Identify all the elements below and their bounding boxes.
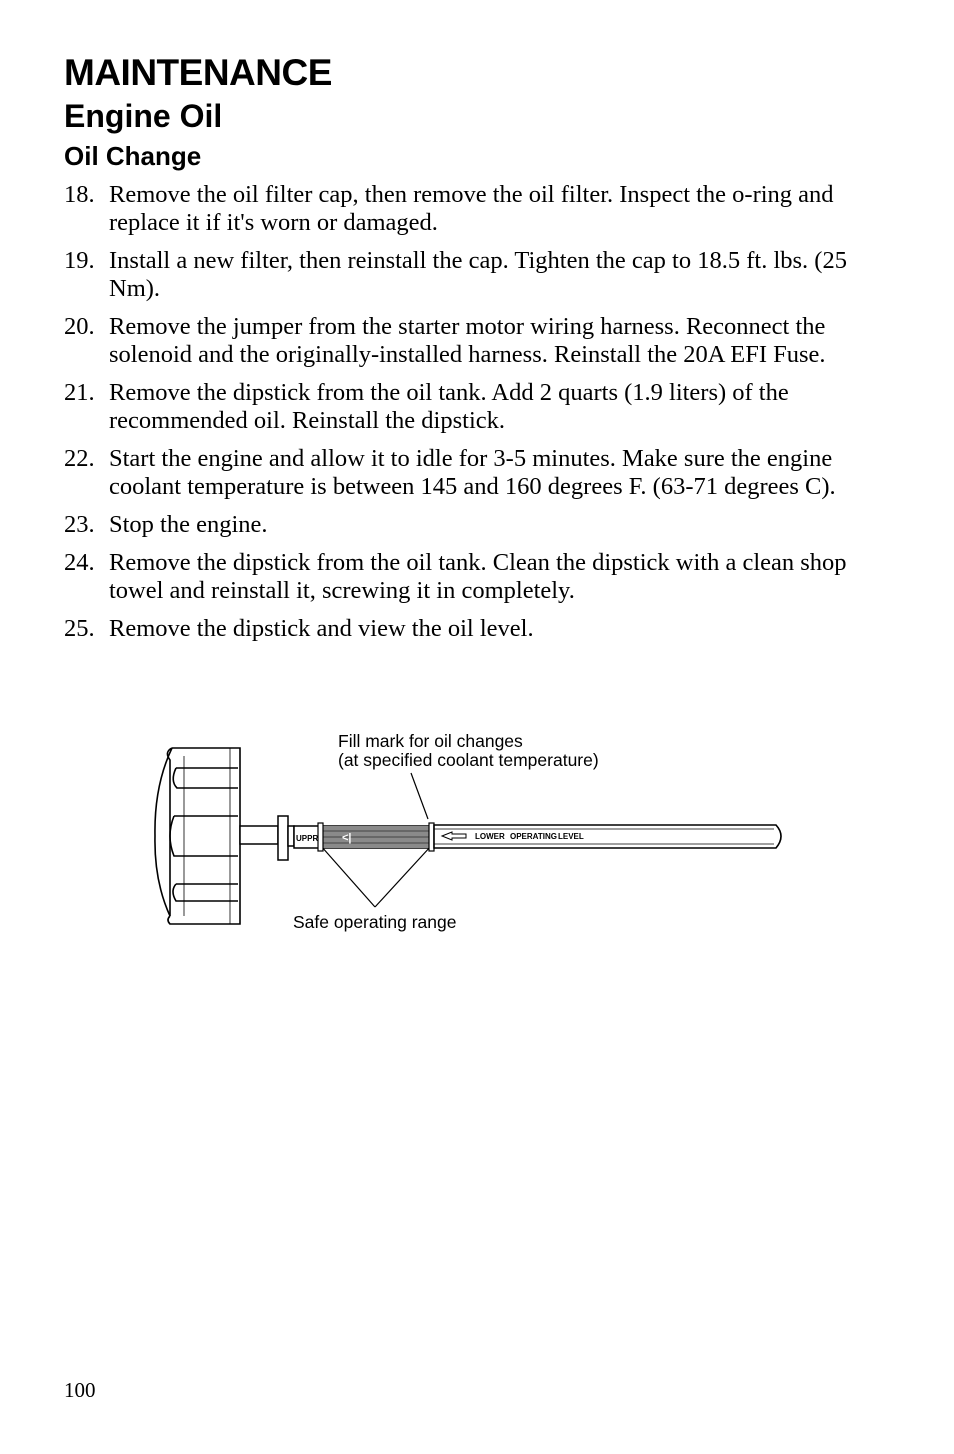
page-title: Engine Oil xyxy=(64,98,223,134)
stick-level-text: LEVEL xyxy=(558,832,584,841)
dipstick-collar xyxy=(240,816,294,860)
stick-lower-text: LOWER xyxy=(475,832,505,841)
step-item xyxy=(64,313,864,369)
step-text: Remove the dipstick from the oil tank. Clean the dipstick with a clean shop towel and reinstall it, screwing it in completely. xyxy=(109,549,847,604)
step-number: 24. xyxy=(64,549,95,576)
step-item xyxy=(64,511,864,539)
step-item xyxy=(64,247,864,303)
step-number: 18. xyxy=(64,181,95,208)
step-number: 25. xyxy=(64,615,95,642)
dipstick-figure xyxy=(150,726,800,941)
safe-range-leader-left xyxy=(321,846,375,907)
safe-operating-range-band xyxy=(294,823,434,851)
step-number: 22. xyxy=(64,445,95,472)
step-text: Remove the jumper from the starter motor wiring harness. Reconnect the solenoid and the originally-installed harness. Reinstall the 20A EFI Fuse. xyxy=(109,313,826,368)
upper-arrow-icon: <| xyxy=(342,832,352,844)
step-number: 23. xyxy=(64,511,95,538)
page-number: 100 xyxy=(64,1378,96,1402)
step-text: Remove the oil filter cap, then remove the oil filter. Inspect the o-ring and replace it if it's worn or damaged. xyxy=(109,181,834,236)
step-text: Remove the dipstick and view the oil level. xyxy=(109,615,534,642)
step-list xyxy=(64,181,864,653)
step-number: 19. xyxy=(64,247,95,274)
step-text: Install a new filter, then reinstall the cap. Tighten the cap to 18.5 ft. lbs. (25 Nm). xyxy=(109,247,847,302)
step-item xyxy=(64,549,864,605)
subsection-heading: Oil Change xyxy=(64,141,202,171)
step-item xyxy=(64,615,864,643)
stick-operating-text: OPERATING xyxy=(510,832,557,841)
step-text: Stop the engine. xyxy=(109,511,268,538)
step-item xyxy=(64,181,864,237)
fill-mark-leader-line xyxy=(411,773,428,819)
step-item xyxy=(64,445,864,501)
step-number: 20. xyxy=(64,313,95,340)
section-heading: MAINTENANCE xyxy=(64,52,332,93)
fill-mark-label-line2: (at specified coolant temperature) xyxy=(338,750,599,770)
step-text: Remove the dipstick from the oil tank. Add 2 quarts (1.9 liters) of the recommended oil. Reinstall the dipstick. xyxy=(109,379,789,434)
step-item xyxy=(64,379,864,435)
safe-range-leader-right xyxy=(375,846,431,907)
step-number: 21. xyxy=(64,379,95,406)
dipstick-cap-icon xyxy=(155,748,240,924)
stick-upper-text: UPPR xyxy=(296,834,319,843)
step-text: Start the engine and allow it to idle for 3-5 minutes. Make sure the engine coolant temperature is between 145 and 160 degrees F. (63-71 degrees C). xyxy=(109,445,836,500)
safe-range-label: Safe operating range xyxy=(293,912,457,932)
dipstick-blade xyxy=(434,825,781,848)
fill-mark-label-line1: Fill mark for oil changes xyxy=(338,731,523,751)
